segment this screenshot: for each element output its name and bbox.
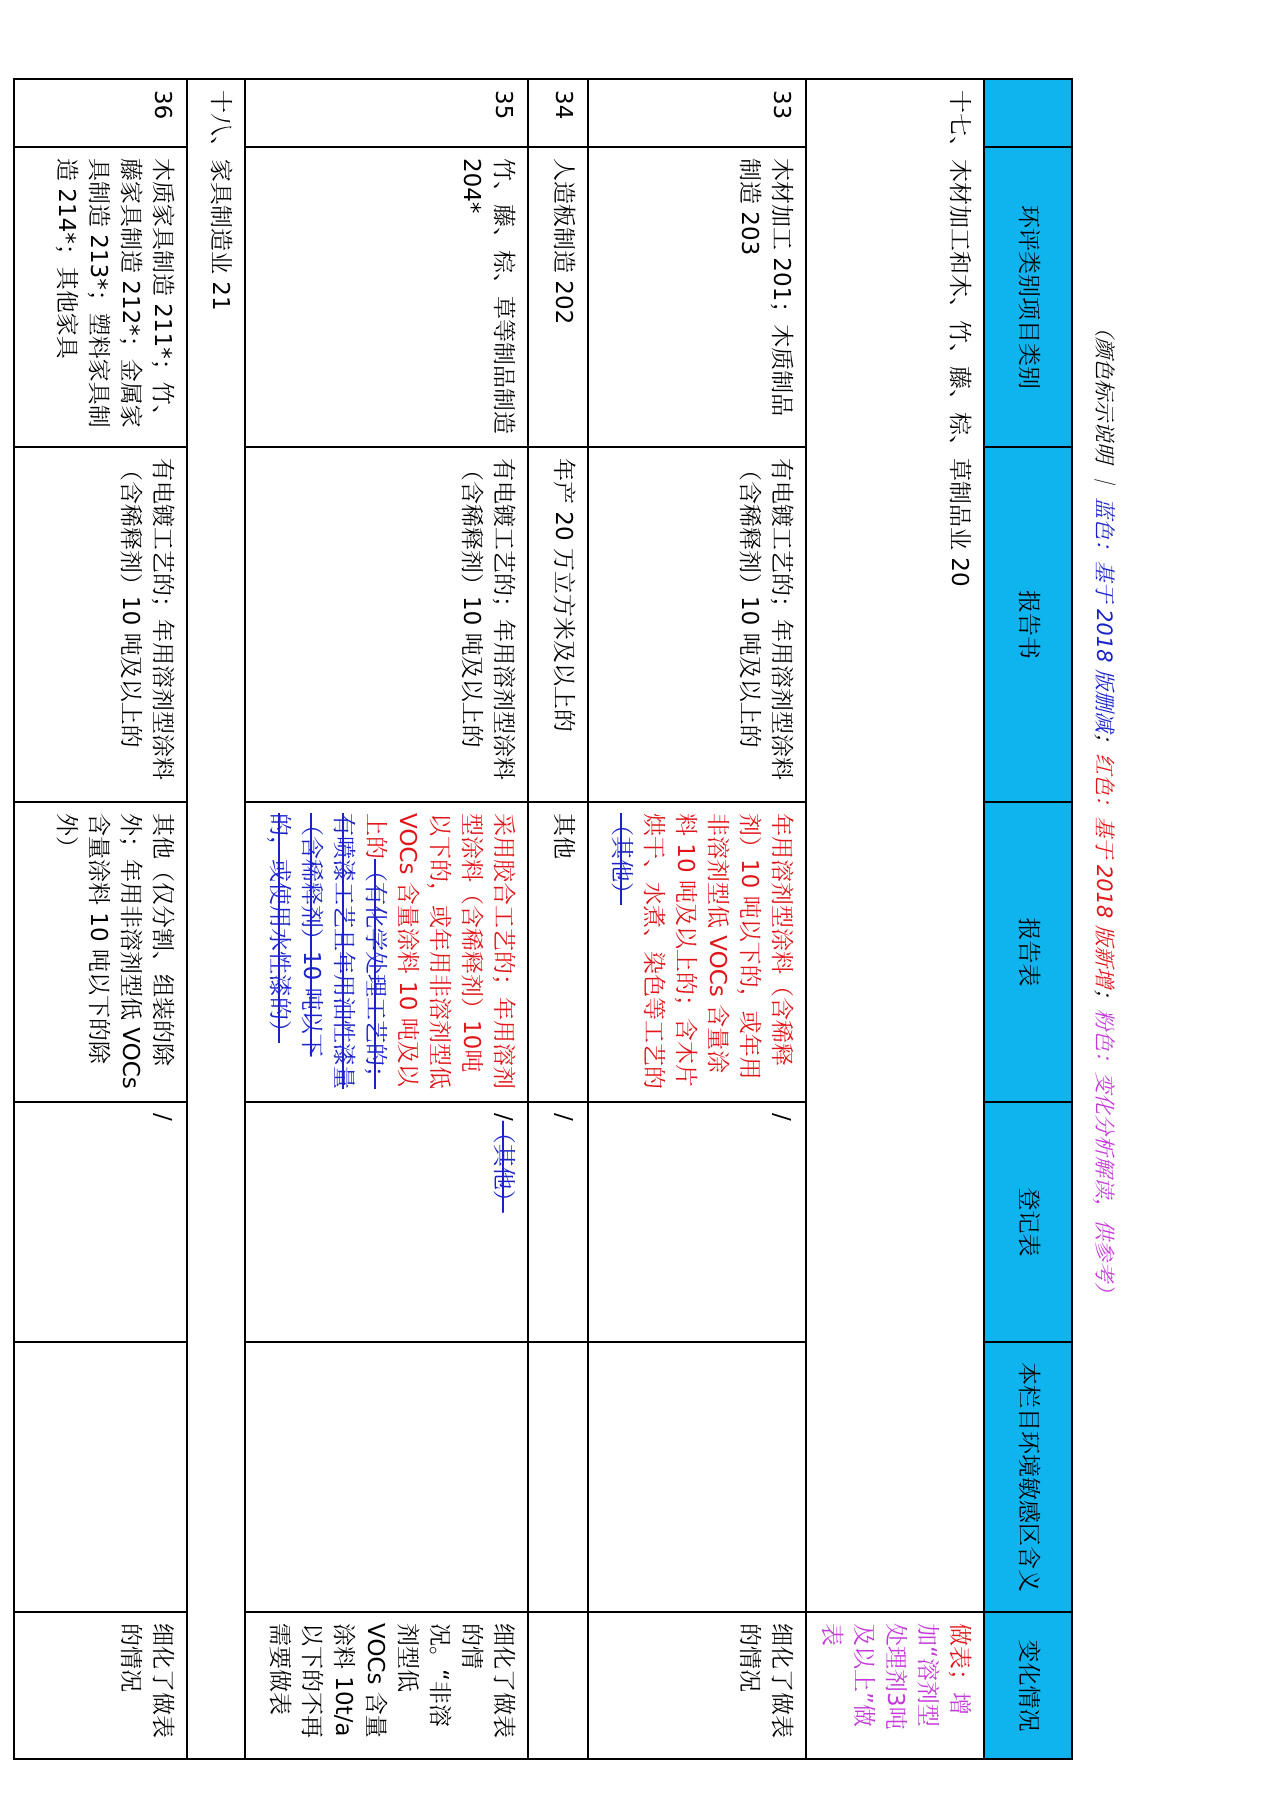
header-no bbox=[984, 79, 1072, 147]
row-34-sensitive bbox=[528, 1342, 588, 1612]
row-33-category: 木材加工 201；木质制品制造 203 bbox=[588, 147, 806, 447]
row-33-no: 33 bbox=[588, 79, 806, 147]
row-33-report-form bbox=[588, 802, 806, 1102]
legend-blue: 蓝色：基于 2018 版删减 bbox=[1092, 497, 1116, 733]
table-row-36 bbox=[14, 79, 187, 1759]
row-34-report-book: 年产 20 万立方米及以上的 bbox=[528, 447, 588, 802]
legend-prefix: （颜色标示说明 ｜ bbox=[1092, 316, 1116, 498]
row-36-registration: / bbox=[14, 1102, 187, 1342]
row-35-sensitive bbox=[245, 1342, 528, 1612]
header-row bbox=[984, 79, 1072, 1759]
row-35-category: 竹、藤、棕、草等制品制造 204* bbox=[245, 147, 528, 447]
row-35-report-form-red: 采用胶合工艺的；年用溶剂型涂料（含稀释剂）10吨以下的，或年用非溶剂型低 VOCs 含量涂料 10 吨及以上的 bbox=[362, 813, 516, 1089]
row-34-report-form: 其他 bbox=[528, 802, 588, 1102]
row-36-report-book: 有电镀工艺的；年用溶剂型涂料（含稀释剂）10 吨及以上的 bbox=[14, 447, 187, 802]
row-33-report-form-deleted: （其他） bbox=[608, 813, 634, 905]
row-36-no: 36 bbox=[14, 79, 187, 147]
legend-pink: 粉色：变化分析解读，供参考） bbox=[1092, 1008, 1116, 1303]
row-35-report-book: 有电镀工艺的；年用溶剂型涂料（含稀释剂）10 吨及以上的 bbox=[245, 447, 528, 802]
header-change: 变化情况 bbox=[984, 1612, 1072, 1759]
header-sensitive-area: 本栏目环境敏感区含义 bbox=[984, 1342, 1072, 1612]
section-17-row bbox=[806, 79, 984, 1759]
row-35-report-form bbox=[245, 802, 528, 1102]
header-registration: 登记表 bbox=[984, 1102, 1072, 1342]
row-36-category: 木质家具制造 211*；竹、藤家具制造 212*；金属家具制造 213*；塑料家具制造 214*；其他家具 bbox=[14, 147, 187, 447]
legend-sep-1: ； bbox=[1092, 732, 1116, 754]
row-35-change: 细化了做表的情况。“非溶剂型低 VOCs 含量涂料 10t/a 以下的不再需要做表 bbox=[245, 1612, 528, 1759]
row-33-sensitive bbox=[588, 1342, 806, 1612]
header-report-book: 报告书 bbox=[984, 447, 1072, 802]
header-report-form: 报告表 bbox=[984, 802, 1072, 1102]
row-35-registration bbox=[245, 1102, 528, 1342]
row-35-report-form-deleted: （有化学处理工艺的；有喷漆工艺且年用油性漆量（含稀释剂）10 吨以下的，或使用水性漆的） bbox=[266, 813, 388, 1089]
row-34-change bbox=[528, 1612, 588, 1759]
section-17-change-red: 做表； bbox=[946, 1623, 972, 1692]
row-36-sensitive bbox=[14, 1342, 187, 1612]
header-category: 环评类别项目类别 bbox=[984, 147, 1072, 447]
section-18-row bbox=[187, 79, 245, 1759]
section-17-title: 十七、木材加工和木、竹、藤、棕、草制品业 20 bbox=[806, 79, 984, 1612]
row-34-registration: / bbox=[528, 1102, 588, 1342]
row-34-no: 34 bbox=[528, 79, 588, 147]
legend-sep-2: ； bbox=[1092, 987, 1116, 1009]
row-35-registration-slash: / bbox=[490, 1113, 516, 1121]
row-35-registration-deleted: （其他） bbox=[490, 1120, 516, 1213]
section-17-change bbox=[806, 1612, 984, 1759]
table-row-33 bbox=[588, 79, 806, 1759]
row-33-report-book: 有电镀工艺的；年用溶剂型涂料（含稀释剂）10 吨及以上的 bbox=[588, 447, 806, 802]
row-34-category: 人造板制造 202 bbox=[528, 147, 588, 447]
row-33-report-form-red: 年用溶剂型涂料（含稀释剂）10 吨以下的，或年用非溶剂型低 VOCs 含量涂料 10 吨及以上的；含木片烘干、水煮、染色等工艺的 bbox=[640, 813, 794, 1089]
section-18-title: 十八、家具制造业 21 bbox=[187, 79, 245, 1759]
section-17-change-pink: 增加“溶剂型处理剂3吨及以上”做表 bbox=[818, 1623, 972, 1730]
color-legend bbox=[1084, 316, 1124, 1776]
row-35-no: 35 bbox=[245, 79, 528, 147]
row-36-change: 细化了做表的情况 bbox=[14, 1612, 187, 1759]
legend-red: 红色：基于 2018 版新增 bbox=[1092, 753, 1116, 988]
row-36-report-form: 其他（仅分割、组装的除外；年用非溶剂型低 VOCs 含量涂料 10 吨以下的除外） bbox=[14, 802, 187, 1102]
row-33-change: 细化了做表的情况 bbox=[588, 1612, 806, 1759]
table-row-35 bbox=[245, 79, 528, 1759]
classification-table bbox=[13, 78, 1073, 1760]
row-33-registration: / bbox=[588, 1102, 806, 1342]
table-row-34 bbox=[528, 79, 588, 1759]
